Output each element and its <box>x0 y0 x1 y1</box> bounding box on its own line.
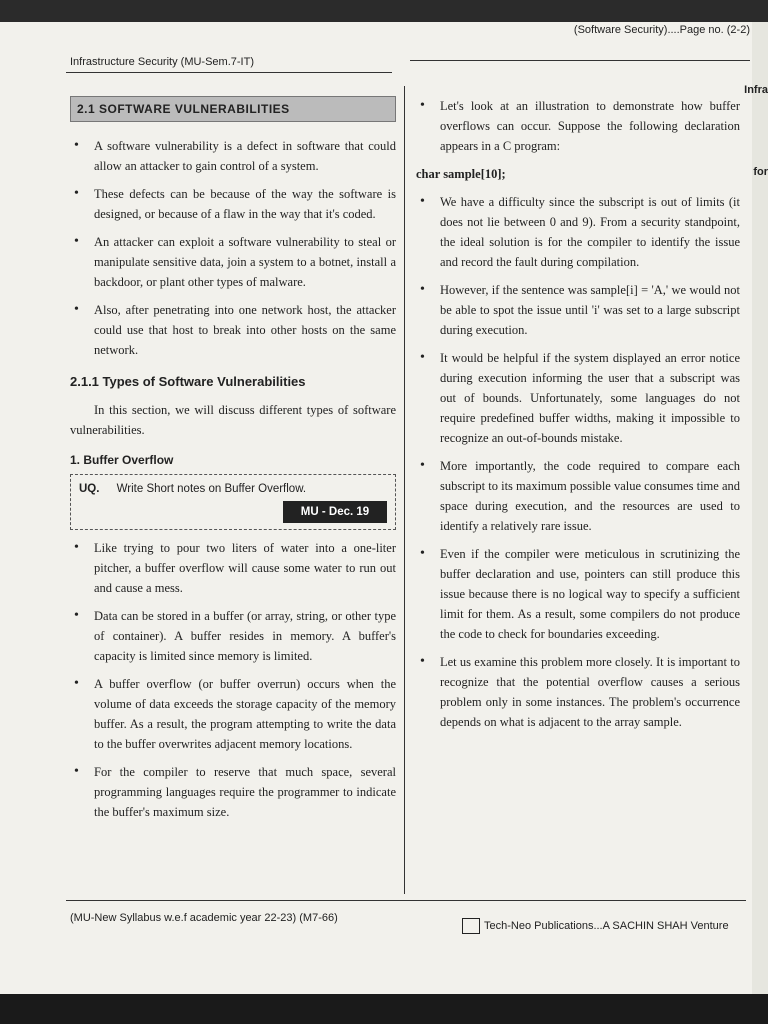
section-title: 2.1 SOFTWARE VULNERABILITIES <box>70 96 396 122</box>
scan-border <box>0 0 768 24</box>
header-rule-left <box>66 72 392 73</box>
left-column <box>70 96 396 830</box>
next-page-edge <box>744 22 768 994</box>
code-snippet: char sample[10]; <box>416 167 506 181</box>
university-question-box <box>70 474 396 530</box>
list-item: • Let's look at an illustration to demonstrate how buffer overflows can occur. Suppose the following declaration appears in a C program: <box>416 96 740 156</box>
uq-text: Write Short notes on Buffer Overflow. <box>116 483 307 495</box>
buffer-bullet-list <box>70 538 396 822</box>
list-item: • Also, after penetrating into one network host, the attacker could use that host to break into other hosts on the same network. <box>70 300 396 360</box>
list-item: • Like trying to pour two liters of water into a one-liter pitcher, a buffer overflow will cause some water to run out and cause a mess. <box>70 538 396 598</box>
list-item: • Even if the compiler were meticulous in scrutinizing the buffer declaration and use, pointers can still produce this issue because there is no logical way to specify a sufficient limit for them. As a result, some compilers do not produce the code to check for boundaries exceeding. <box>416 544 740 644</box>
item-title: 1. Buffer Overflow <box>70 453 174 467</box>
column-divider <box>404 86 405 894</box>
running-header-left: Infrastructure Security (MU-Sem.7-IT) <box>70 56 254 68</box>
footer-left: (MU-New Syllabus w.e.f academic year 22-23) (M7-66) <box>70 912 338 924</box>
list-item: • For the compiler to reserve that much space, several programming languages require the programmer to indicate the buffer's maximum size. <box>70 762 396 822</box>
subsection-title: 2.1.1 Types of Software Vulnerabilities <box>70 374 306 389</box>
right-bullet-list-1 <box>416 96 740 156</box>
list-item: • An attacker can exploit a software vulnerability to steal or manipulate sensitive data, join a system to a botnet, install a backdoor, or plant other types of malware. <box>70 232 396 292</box>
next-page-fragment-2: for <box>753 166 768 178</box>
list-item: • A buffer overflow (or buffer overrun) occurs when the volume of data exceeds the storage capacity of the memory buffer. As a result, the program attempting to write the data to the buffer overwrites adjacent memory locations. <box>70 674 396 754</box>
list-item: • These defects can be because of the way the software is designed, or because of a flaw in the way that it's coded. <box>70 184 396 224</box>
right-column <box>416 96 740 740</box>
right-bullet-list-2 <box>416 192 740 732</box>
publisher-logo-icon <box>462 918 480 934</box>
list-item: • It would be helpful if the system displayed an error notice during execution informing the user that a subscript was out of bounds. Unfortunately, some languages do not require predefined buffer widths, making it impossible to recognize an out-of-bounds mistake. <box>416 348 740 448</box>
list-item: • Data can be stored in a buffer (or array, string, or other type of container). A buffer resides in memory. A buffer's capacity is limited since memory is limited. <box>70 606 396 666</box>
list-item: • However, if the sentence was sample[i] = 'A,' we would not be able to spot the issue until 'i' was set to a large subscript during execution. <box>416 280 740 340</box>
subsection-intro: In this section, we will discuss different types of software vulnerabilities. <box>70 403 396 437</box>
footer-right-group <box>462 918 729 934</box>
exam-badge: MU - Dec. 19 <box>283 501 387 523</box>
list-item: • Let us examine this problem more closely. It is important to recognize that the potential overflow causes a serious problem only in some instances. The problem's occurrence depends on what is adjacent to the array sample. <box>416 652 740 732</box>
uq-tag: UQ. <box>79 483 100 495</box>
list-item: • We have a difficulty since the subscript is out of limits (it does not lie between 0 and 9). From a security standpoint, the ideal solution is for the compiler to identify the issue and record the fault during compilation. <box>416 192 740 272</box>
intro-bullet-list <box>70 136 396 360</box>
footer-rule <box>66 900 746 901</box>
list-item: • More importantly, the code required to compare each subscript to its maximum possible value consumes time and space during execution, and the resources are used to identify a relatively rare issue. <box>416 456 740 536</box>
next-page-fragment-1: Infra <box>744 84 768 96</box>
footer-right: Tech-Neo Publications...A SACHIN SHAH Venture <box>484 919 729 932</box>
list-item: • A software vulnerability is a defect in software that could allow an attacker to gain control of a system. <box>70 136 396 176</box>
header-rule-right <box>410 60 750 61</box>
running-header-right: (Software Security)....Page no. (2-2) <box>573 24 750 36</box>
